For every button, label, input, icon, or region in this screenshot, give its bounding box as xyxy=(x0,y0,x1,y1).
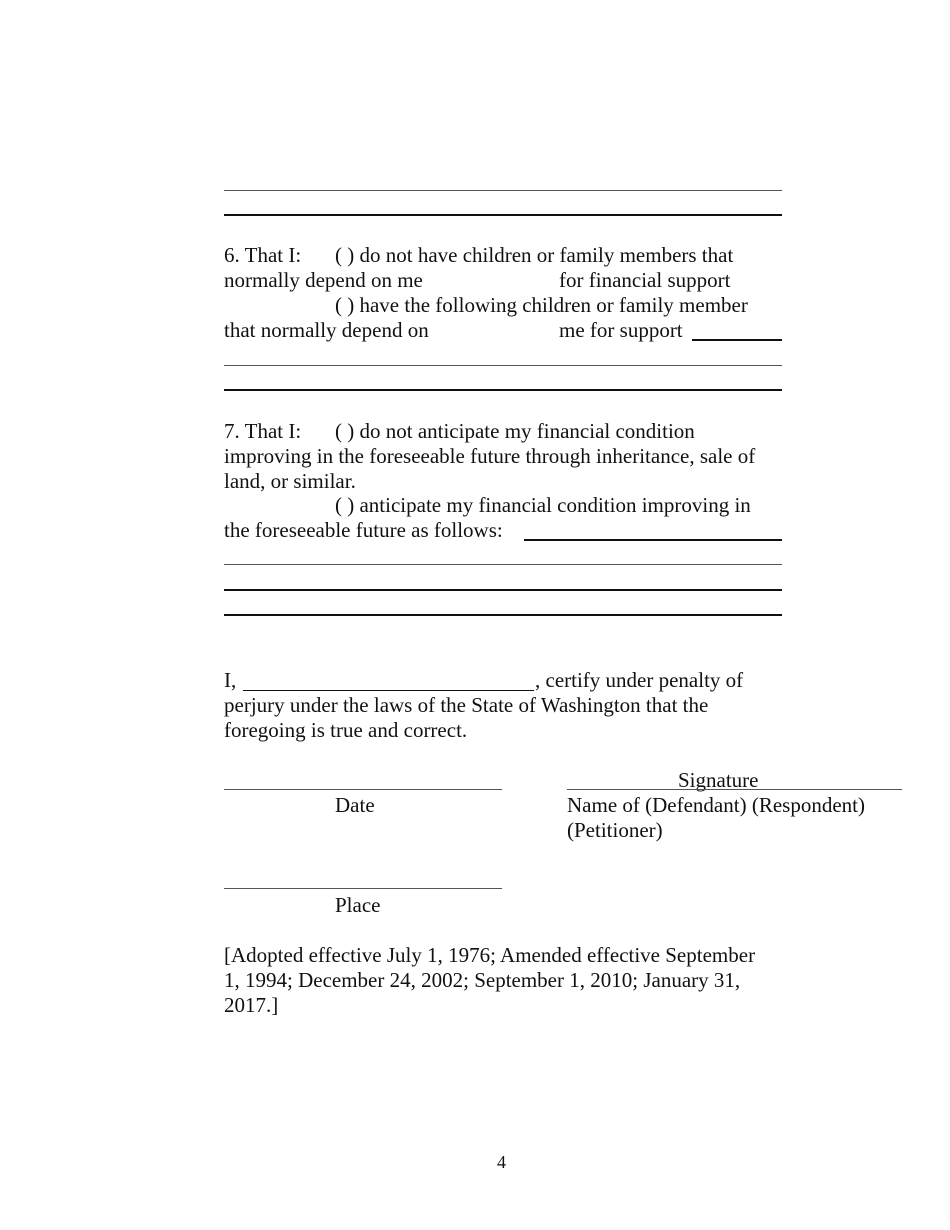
answer-line xyxy=(224,190,782,191)
signature-label: Signature xyxy=(678,768,759,792)
date-line[interactable] xyxy=(224,789,502,790)
item-7-fill-line[interactable] xyxy=(524,539,782,541)
date-label: Date xyxy=(335,793,375,817)
place-label: Place xyxy=(335,893,381,917)
item-6-fill-line[interactable] xyxy=(692,339,782,341)
item-6-option-2-text-cont: me for support xyxy=(559,318,683,342)
item-7-answer-line[interactable] xyxy=(224,614,782,616)
item-6-option-2-text-cont: that normally depend on xyxy=(224,318,429,342)
item-6-option-1-text-cont: for financial support xyxy=(559,268,731,292)
history-note-text: [Adopted effective July 1, 1976; Amended effective September xyxy=(224,943,756,967)
item-6-answer-line[interactable] xyxy=(224,365,782,366)
history-note-text: 1, 1994; December 24, 2002; September 1, 2010; January 31, xyxy=(224,968,741,992)
item-6-option-1-text: ( ) do not have children or family members that xyxy=(335,243,734,267)
item-7-number: 7. That I: xyxy=(224,419,302,443)
certification-text: , certify under penalty of xyxy=(535,668,744,692)
name-label: Name of (Defendant) (Respondent) xyxy=(567,793,865,817)
item-7-option-1-text: ( ) do not anticipate my financial condition xyxy=(335,419,695,443)
name-label: (Petitioner) xyxy=(567,818,663,842)
item-7-answer-line[interactable] xyxy=(224,564,782,565)
answer-line xyxy=(224,214,782,216)
item-7-answer-line[interactable] xyxy=(224,589,782,591)
certification-text: perjury under the laws of the State of Washington that the xyxy=(224,693,709,717)
item-7-option-2-text-cont: the foreseeable future as follows: xyxy=(224,518,503,542)
item-6-option-2-text: ( ) have the following children or family member xyxy=(335,293,748,317)
certification-text: I, xyxy=(224,668,237,692)
history-note-text: 2017.] xyxy=(224,993,279,1017)
item-6-number: 6. That I: xyxy=(224,243,302,267)
place-line[interactable] xyxy=(224,888,502,889)
item-6-option-1-text-cont: normally depend on me xyxy=(224,268,423,292)
item-7-option-1-text-cont: land, or similar. xyxy=(224,469,356,493)
item-7-option-2-text: ( ) anticipate my financial condition improving in xyxy=(335,493,751,517)
page-number: 4 xyxy=(497,1152,506,1172)
certification-text: foregoing is true and correct. xyxy=(224,718,468,742)
item-6-answer-line[interactable] xyxy=(224,389,782,391)
item-7-option-1-text-cont: improving in the foreseeable future through inheritance, sale of xyxy=(224,444,756,468)
declarant-name-line[interactable] xyxy=(243,690,534,691)
signature-line[interactable] xyxy=(567,789,902,790)
